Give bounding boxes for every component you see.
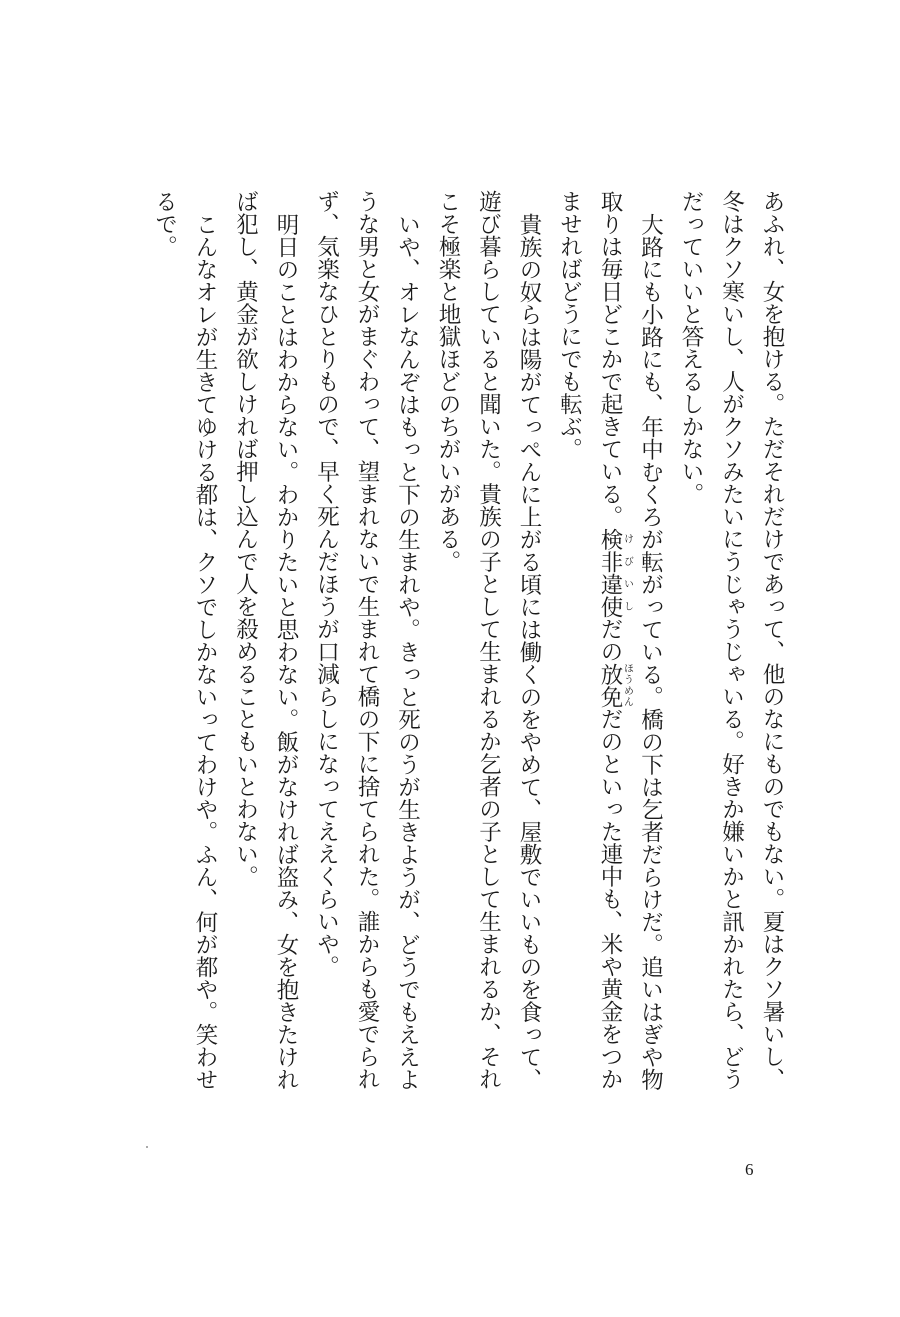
text-run: 貴族の奴らは陽がてっぺんに上がる頃には働くのをやめて、屋敷でいいものを食って、遊び暮らしていると聞いた。貴族の子として生まれるか乞者の子として生まれるか、それこそ極楽と地獄ほどのちがいがある。	[435, 190, 542, 1090]
paragraph	[225, 190, 306, 1090]
paragraph	[549, 190, 671, 1090]
ruby-annotation	[597, 662, 633, 708]
vertical-body-text	[144, 190, 792, 1090]
text-run: 大路にも小路にも、年中むくろが転がっている。橋の下は乞者だらけだ。追いはぎや物取りは毎日どこかで起きている。	[597, 190, 664, 1090]
page-number: 6	[745, 1160, 754, 1179]
ruby-annotation	[597, 527, 633, 618]
text-run: だの	[597, 617, 623, 663]
paragraph	[671, 190, 793, 1090]
ruby-reading: ほうめん	[621, 662, 633, 708]
ruby-reading: けびいし	[621, 527, 633, 618]
text-run: あふれ、女を抱ける。ただそれだけであって、他のなにものでもない。夏はクソ暑いし、冬はクソ寒いし、人がクソみたいにうじゃうじゃいる。好きか嫌いかと訊かれたら、どうだっていいと答えるしかない。	[678, 190, 785, 1090]
paragraph	[306, 190, 428, 1090]
text-run: いや、オレなんぞはもっと下の生まれや。きっと死のうが生きようが、どうでもええような男と女がまぐわって、望まれないで生まれて橋の下に捨てられた。誰からも愛でられず、気楽なひとりもので、早く死んだほうが口減らしになってええくらいや。	[313, 190, 421, 1090]
text-run: こんなオレが生きてゆける都は、クソでしかないってわけや。ふん、何が都や。笑わせるで。	[151, 190, 218, 1090]
ruby-base: 放免	[597, 662, 623, 708]
print-speck	[146, 1146, 148, 1148]
ruby-base: 検非違使	[597, 527, 623, 618]
text-run: だのといった連中も、米や黄金をつかませればどうにでも転ぶ。	[556, 190, 623, 1090]
paragraph	[428, 190, 550, 1090]
paragraph	[144, 190, 225, 1090]
text-run: 明日のことはわからない。わかりたいと思わない。飯がなければ盗み、女を抱きたければ犯し、黄金が欲しければ押し込んで人を殺めることもいとわない。	[232, 190, 299, 1090]
